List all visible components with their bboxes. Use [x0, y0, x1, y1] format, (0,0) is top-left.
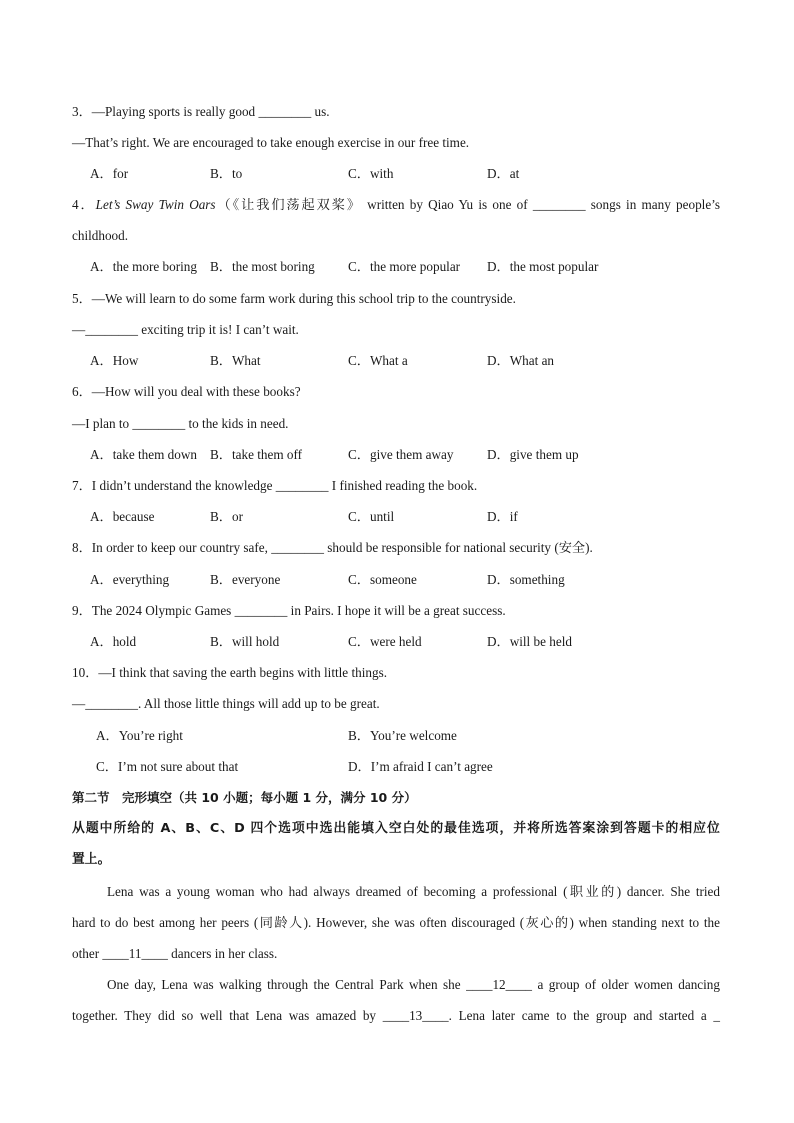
passage-p2-line2: together. They did so well that Lena was amazed by ____13____. Lena later came to the group and started a _ [72, 1008, 720, 1023]
q10-stem: 10．—I think that saving the earth begins with little things. [72, 665, 387, 680]
q4-stem-line2: childhood. [72, 228, 129, 243]
section-instruction-line2: 置上。 [72, 852, 111, 867]
passage-p1-line1: Lena was a young woman who had always dreamed of becoming a professional (职业的) dancer. She tried [107, 884, 720, 899]
q5-option-a: A．How [90, 353, 139, 368]
q6-option-b: B．take them off [210, 447, 303, 462]
q5-option-d: D．What an [487, 353, 555, 368]
passage-p1-line3: other ____11____ dancers in her class. [72, 946, 278, 961]
q9-option-c: C．were held [348, 634, 422, 649]
q6-stem: 6．—How will you deal with these books? [72, 384, 301, 399]
q4-stem-rest: （《让我们荡起双桨》 written by Qiao Yu is one of ________ songs in many people’s [215, 197, 720, 212]
q9-option-d: D．will be held [487, 634, 572, 649]
q9-stem: 9．The 2024 Olympic Games ________ in Pairs. I hope it will be a great success. [72, 603, 506, 618]
q7-option-b: B．or [210, 509, 243, 524]
q4-number: 4． [72, 197, 96, 212]
q3-reply: —That’s right. We are encouraged to take enough exercise in our free time. [72, 135, 470, 150]
q3-option-c: C．with [348, 166, 394, 181]
q8-option-c: C．someone [348, 572, 417, 587]
q8-option-d: D．something [487, 572, 565, 587]
q7-stem: 7．I didn’t understand the knowledge ________ I finished reading the book. [72, 478, 478, 493]
q6-option-d: D．give them up [487, 447, 579, 462]
q8-stem: 8．In order to keep our country safe, ________ should be responsible for national security (安全). [72, 540, 593, 555]
q4-song-title: Let’s Sway Twin Oars [95, 197, 216, 212]
q3-option-d: D．at [487, 166, 520, 181]
q7-option-d: D．if [487, 509, 518, 524]
q10-reply: —________. All those little things will add up to be great. [72, 696, 380, 711]
q4-option-b: B．the most boring [210, 259, 315, 274]
q4-option-a: A．the more boring [90, 259, 197, 274]
section-instruction-line1: 从题中所给的 A、B、C、D 四个选项中选出能填入空白处的最佳选项，并将所选答案涂到答题卡的相应位 [72, 821, 720, 836]
q10-option-d: D．I’m afraid I can’t agree [348, 759, 493, 774]
q4-option-c: C．the more popular [348, 259, 461, 274]
q9-option-a: A．hold [90, 634, 137, 649]
q8-option-a: A．everything [90, 572, 170, 587]
passage-p1-line2: hard to do best among her peers (同龄人). However, she was often discouraged (灰心的) when standing next to the [72, 915, 720, 930]
passage-p2-line1: One day, Lena was walking through the Central Park when she ____12____ a group of older women dancing [107, 977, 720, 992]
q7-option-a: A．because [90, 509, 155, 524]
q6-option-a: A．take them down [90, 447, 197, 462]
q5-reply: —________ exciting trip it is! I can’t wait. [72, 322, 299, 337]
q6-reply: —I plan to ________ to the kids in need. [72, 416, 289, 431]
q3-option-b: B．to [210, 166, 243, 181]
q5-stem: 5．—We will learn to do some farm work during this school trip to the countryside. [72, 291, 516, 306]
q10-option-a: A．You’re right [96, 728, 183, 743]
q10-option-c: C．I’m not sure about that [96, 759, 239, 774]
q4-option-d: D．the most popular [487, 259, 599, 274]
q3-stem: 3．—Playing sports is really good ________ us. [72, 104, 330, 119]
q7-option-c: C．until [348, 509, 395, 524]
q6-option-c: C．give them away [348, 447, 454, 462]
q4-stem [72, 197, 720, 213]
section-header: 第二节 完形填空（共 10 小题；每小题 1 分，满分 10 分） [72, 790, 417, 805]
q3-option-a: A．for [90, 166, 129, 181]
q10-option-b: B．You’re welcome [348, 728, 457, 743]
q5-option-b: B．What [210, 353, 261, 368]
q8-option-b: B．everyone [210, 572, 281, 587]
q9-option-b: B．will hold [210, 634, 280, 649]
q5-option-c: C．What a [348, 353, 408, 368]
